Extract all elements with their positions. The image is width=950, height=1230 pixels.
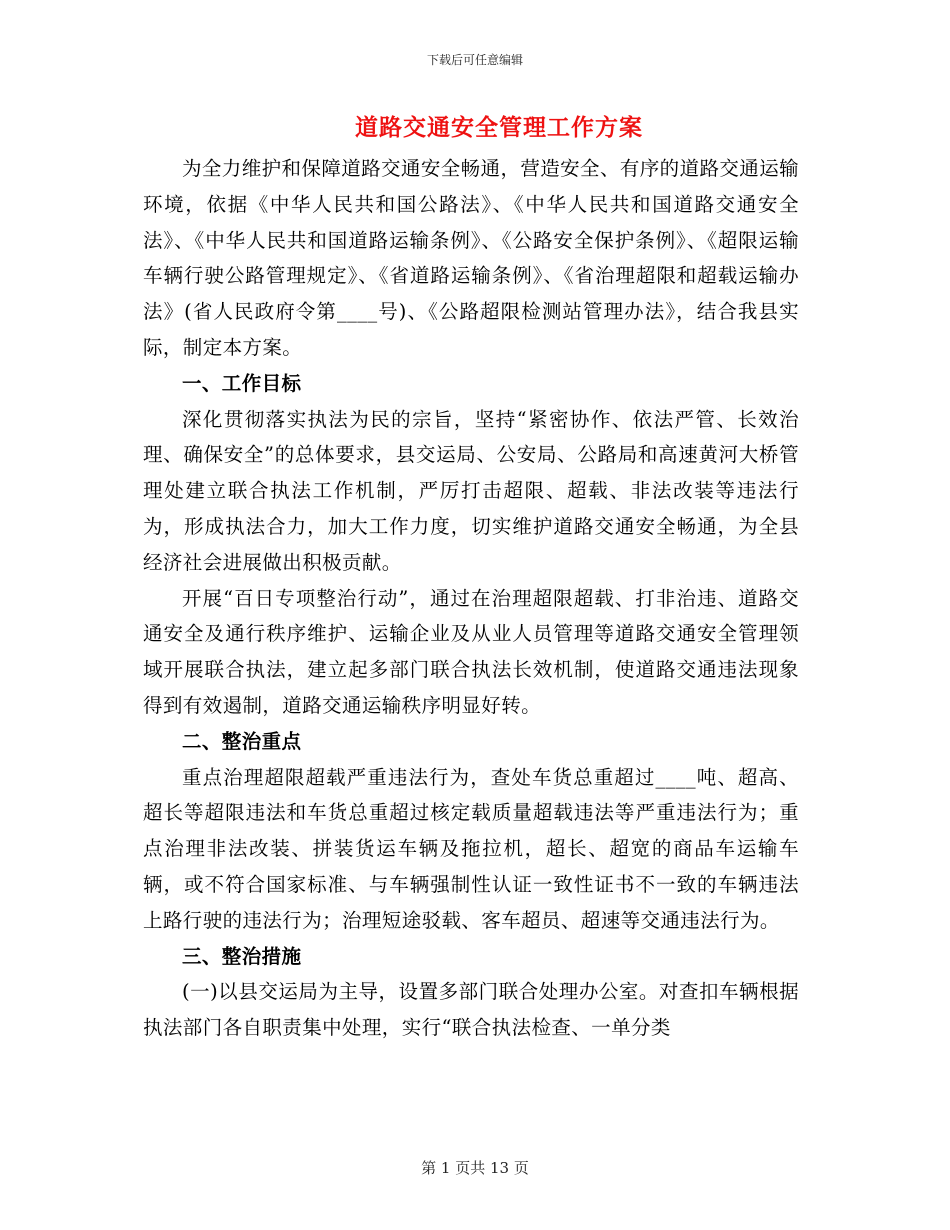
goal-paragraph-1: 深化贯彻落实执法为民的宗旨，坚持“紧密协作、依法严管、长效治理、确保安全”的总体要求，县交运局、公安局、公路局和高速黄河大桥管理处建立联合执法工作机制，严厉打击超限、超载、非法改装等违法行为，形成执法合力，加大工作力度，切实维护道路交通安全畅通，为全县经济社会进展做出积极贡献。 [143,407,799,574]
intro-paragraph: 为全力维护和保障道路交通安全畅通，营造安全、有序的道路交通运输环境，依据《中华人民共和国公路法》、《中华人民共和国道路交通安全法》、《中华人民共和国道路运输条例》、《公路安全保护条例》、《超限运输车辆行驶公路管理规定》、《省道路运输条例》、《省治理超限和超载运输办法》(省人民政府令第____号)、《公路超限检测站管理办法》，结合我县实际，制定本方案。 [143,157,799,359]
section-heading-key-focus: 二、整治重点 [182,729,302,753]
section-heading-work-goals: 一、工作目标 [182,371,302,395]
document-body [143,151,799,1046]
page-header-note: 下载后可任意编辑 [426,53,523,67]
page-number-footer: 第 1 页共 13 页 [421,1159,529,1177]
goal-paragraph-2: 开展“百日专项整治行动”，通过在治理超限超载、打非治违、道路交通安全及通行秩序维护、运输企业及从业人员管理等道路交通安全管理领域开展联合执法，建立起多部门联合执法长效机制，使道路交通违法现象得到有效遏制，道路交通运输秩序明显好转。 [143,586,799,717]
document-title: 道路交通安全管理工作方案 [355,114,643,141]
focus-paragraph: 重点治理超限超载严重违法行为，查处车货总重超过____吨、超高、超长等超限违法和车货总重超过核定载质量超载违法等严重违法行为；重点治理非法改装、拼装货运车辆及拖拉机，超长、超宽的商品车运输车辆，或不符合国家标准、与车辆强制性认证一致性证书不一致的车辆违法上路行驶的违法行为；治理短途驳载、客车超员、超速等交通违法行为。 [143,765,799,932]
measure-paragraph-1: (一)以县交运局为主导，设置多部门联合处理办公室。对查扣车辆根据执法部门各自职责集中处理，实行“联合执法检查、一单分类 [143,980,799,1040]
section-heading-measures: 三、整治措施 [182,944,302,968]
